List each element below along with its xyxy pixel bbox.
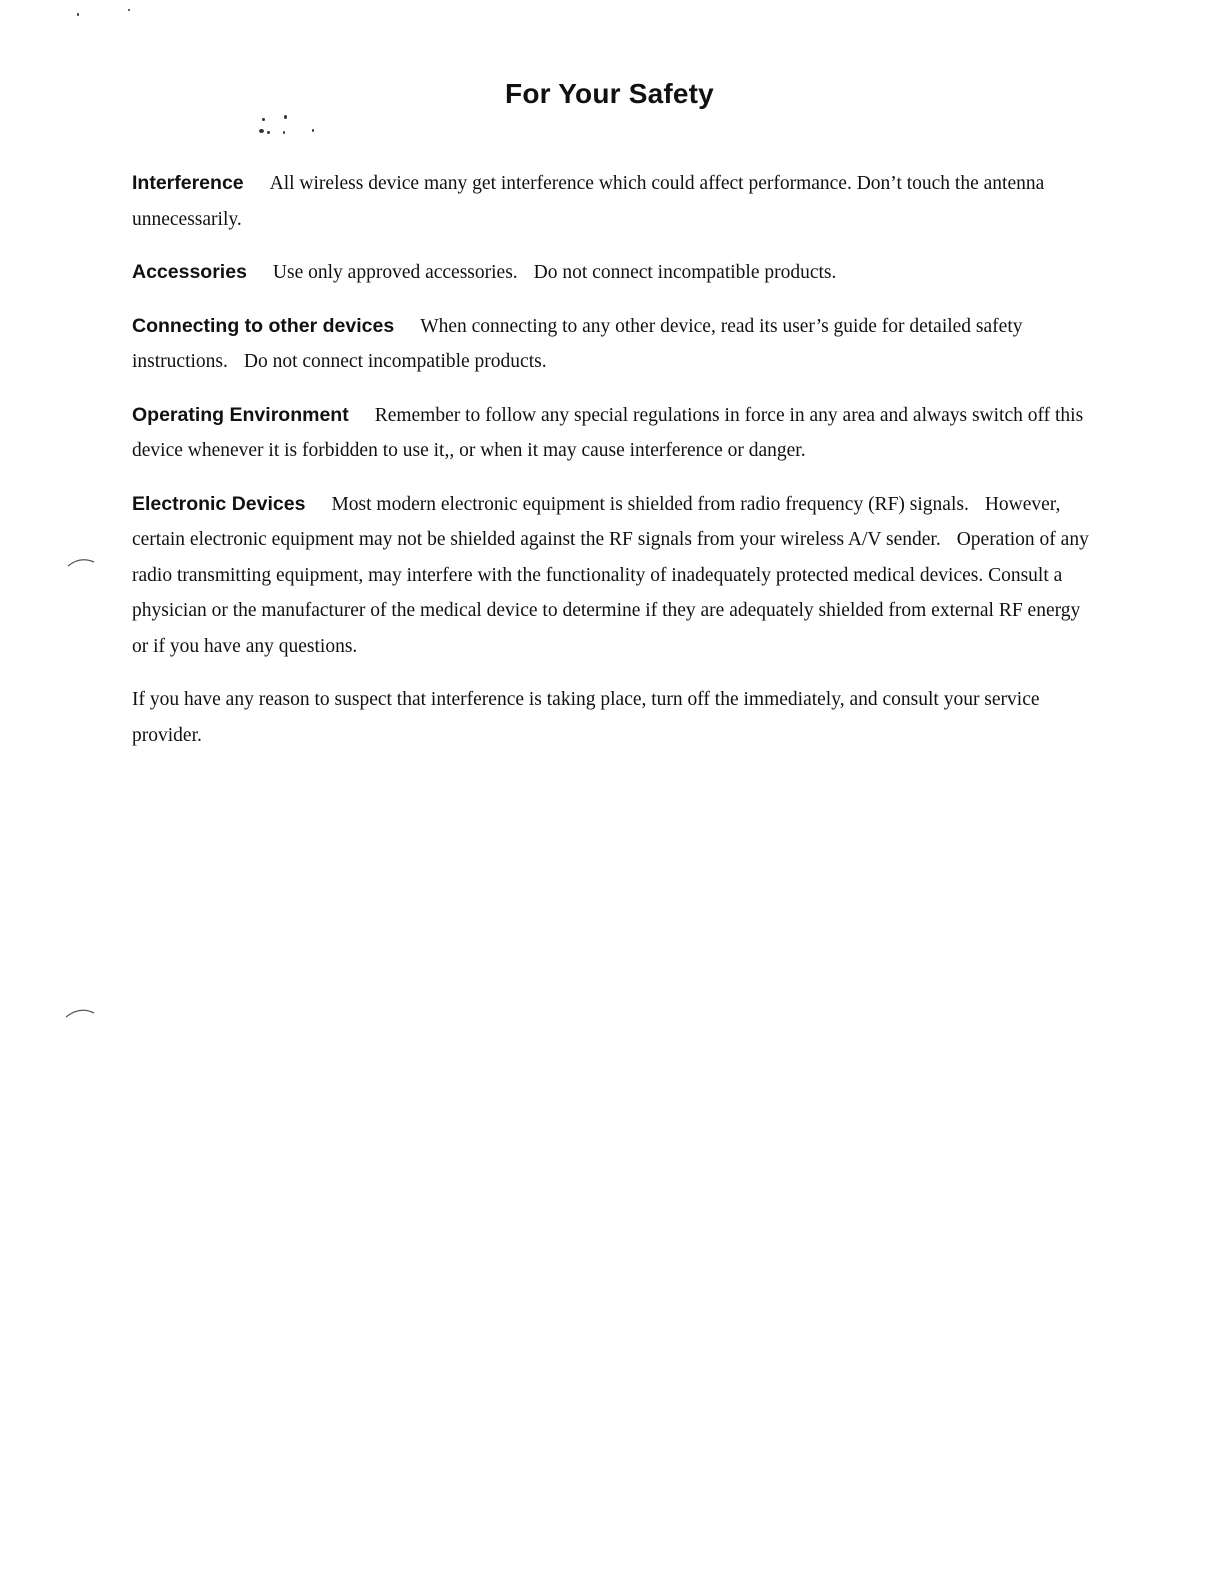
section-operating-environment <box>132 398 1092 469</box>
punch-hole-mark <box>64 1004 96 1020</box>
section-text: Do not connect incompatible products. <box>533 262 837 283</box>
scan-speck <box>262 118 265 121</box>
page-title: For Your Safety <box>505 78 714 109</box>
section-heading: Connecting to other devices <box>132 314 395 337</box>
scan-speck <box>77 13 79 16</box>
section-text: Do not connect incompatible products. <box>243 351 547 372</box>
scan-speck <box>259 129 264 133</box>
section-text: Operation of any radio transmitting equipment, may interfere with the functionality of inadequately protected medical devices. Consult a physician or the manufacturer of the medical device to determine if they are adequately shielded from external RF energy or if you have any questions. <box>132 529 1089 657</box>
section-text: Remember to follow any special regulations in force in any area and always switch off this device whenever it is forbidden to use it,, or when it may cause interference or danger. <box>132 404 1084 461</box>
section-electronic-devices <box>132 487 1092 665</box>
section-text: Use only approved accessories. <box>272 262 518 283</box>
section-text: Most modern electronic equipment is shielded from radio frequency (RF) signals. <box>331 493 969 515</box>
section-text: All wireless device many get interference which could affect performance. Don’t touch the antenna unnecessarily. <box>132 173 1045 230</box>
section-heading: Operating Environment <box>132 403 349 426</box>
section-heading: Accessories <box>132 261 247 283</box>
section-heading: Electronic Devices <box>132 492 306 515</box>
punch-hole-mark <box>66 554 96 570</box>
section-text: When connecting to any other device, read its user’s guide for detailed safety instructions. <box>132 315 1023 372</box>
scan-speck <box>267 131 270 134</box>
section-interference <box>132 166 1092 237</box>
closing-paragraph: If you have any reason to suspect that interference is taking place, turn off the immediately, and consult your service provider. <box>132 689 1040 746</box>
document-body <box>132 166 1092 771</box>
section-text: However, certain electronic equipment may not be shielded against the RF signals from your wireless A/V sender. <box>132 493 1061 550</box>
scan-speck <box>284 115 287 119</box>
section-accessories <box>132 255 1092 291</box>
scan-speck <box>283 131 285 134</box>
scan-speck <box>128 9 130 11</box>
section-heading: Interference <box>132 172 244 194</box>
scan-speck <box>312 129 314 132</box>
section-connecting <box>132 309 1092 380</box>
